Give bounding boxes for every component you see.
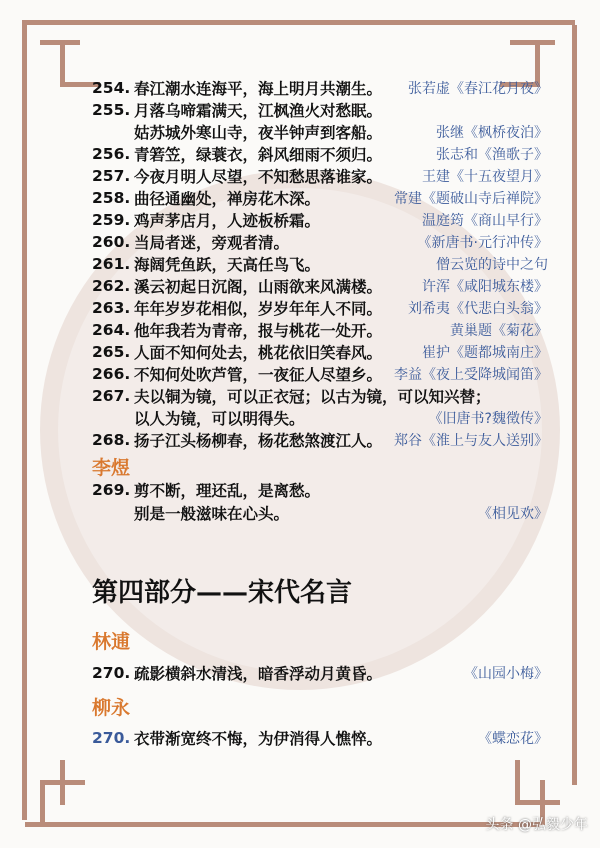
quote-text: 夫以铜为镜，可以正衣冠；以古为镜，可以知兴替； xyxy=(134,388,491,406)
quote-line xyxy=(92,363,548,385)
quote-line xyxy=(92,407,548,429)
quote-line xyxy=(92,253,548,275)
quote-source: 李益《夜上受降城闻笛》 xyxy=(394,367,548,383)
quote-source: 《相见欢》 xyxy=(478,506,548,522)
quote-source: 常建《题破山寺后禅院》 xyxy=(394,191,548,207)
quote-number: 265. xyxy=(92,343,131,361)
quote-line xyxy=(92,231,548,253)
quote-line xyxy=(92,429,548,451)
quote-source: 《旧唐书?魏徵传》 xyxy=(428,411,548,427)
quote-text: 不知何处吹芦管，一夜征人尽望乡。 xyxy=(134,366,383,384)
quote-text: 青箬笠，绿蓑衣，斜风细雨不须归。 xyxy=(134,146,383,164)
quote-line xyxy=(92,727,548,749)
quote-number: 259. xyxy=(92,211,131,229)
quote-source: 王建《十五夜望月》 xyxy=(422,169,548,185)
source-watermark: 头条 @弘毅少年 xyxy=(485,817,588,833)
quote-number: 256. xyxy=(92,145,131,163)
quote-source: 张继《枫桥夜泊》 xyxy=(436,125,548,141)
quote-text: 当局者迷，旁观者清。 xyxy=(134,234,290,252)
quote-source: 《蝶恋花》 xyxy=(478,731,548,747)
quote-source: 黄巢题《菊花》 xyxy=(450,323,548,339)
quote-number: 263. xyxy=(92,299,131,317)
quote-text: 姑苏城外寒山寺，夜半钟声到客船。 xyxy=(134,124,383,142)
quote-text: 衣带渐宽终不悔，为伊消得人憔悴。 xyxy=(134,730,383,748)
quote-number: 254. xyxy=(92,79,131,97)
quote-number: 266. xyxy=(92,365,131,383)
quote-source: 郑谷《淮上与友人送别》 xyxy=(394,433,548,449)
quote-number: 268. xyxy=(92,431,131,449)
quote-text: 剪不断，理还乱，是离愁。 xyxy=(134,482,321,500)
author-heading: 李煜 xyxy=(92,457,131,479)
quote-text: 年年岁岁花相似，岁岁年年人不同。 xyxy=(134,300,383,318)
quote-text: 鸡声茅店月，人迹板桥霜。 xyxy=(134,212,321,230)
quote-text: 以人为镜，可以明得失。 xyxy=(134,410,305,428)
quote-text: 今夜月明人尽望，不知愁思落谁家。 xyxy=(134,168,383,186)
quote-line xyxy=(92,319,548,341)
quote-text: 疏影横斜水清浅，暗香浮动月黄昏。 xyxy=(134,665,383,683)
section-title: 第四部分——宋代名言 xyxy=(92,578,353,608)
quote-line xyxy=(92,479,548,501)
quote-line xyxy=(92,275,548,297)
quote-number: 262. xyxy=(92,277,131,295)
author-heading: 林逋 xyxy=(92,631,131,653)
quote-line xyxy=(92,385,548,407)
quote-source: 温庭筠《商山早行》 xyxy=(422,213,548,229)
quote-number: 261. xyxy=(92,255,131,273)
quote-line xyxy=(92,165,548,187)
quote-line xyxy=(92,209,548,231)
quote-number: 260. xyxy=(92,233,131,251)
quote-line xyxy=(92,297,548,319)
quote-text: 溪云初起日沉阁，山雨欲来风满楼。 xyxy=(134,278,383,296)
quote-text: 春江潮水连海平，海上明月共潮生。 xyxy=(134,80,383,98)
quote-number: 258. xyxy=(92,189,131,207)
quote-source: 《新唐书·元行冲传》 xyxy=(417,235,548,251)
quote-source: 张若虚《春江花月夜》 xyxy=(408,81,548,97)
quote-text: 他年我若为青帝，报与桃花一处开。 xyxy=(134,322,383,340)
quote-number: 270. xyxy=(92,729,131,747)
quote-text: 海阔凭鱼跃，天高任鸟飞。 xyxy=(134,256,321,274)
author-heading: 柳永 xyxy=(92,697,131,719)
quote-line xyxy=(92,187,548,209)
quote-text: 人面不知何处去，桃花依旧笑春风。 xyxy=(134,344,383,362)
quote-source: 《山园小梅》 xyxy=(464,666,548,682)
quote-line xyxy=(92,143,548,165)
quote-source: 崔护《题都城南庄》 xyxy=(422,345,548,361)
quote-line xyxy=(92,502,548,524)
quote-text: 曲径通幽处，禅房花木深。 xyxy=(134,190,321,208)
quote-number: 257. xyxy=(92,167,131,185)
quote-source: 刘希夷《代悲白头翁》 xyxy=(408,301,548,317)
quote-source: 张志和《渔歌子》 xyxy=(436,147,548,163)
quote-line xyxy=(92,77,548,99)
quote-source: 许浑《咸阳城东楼》 xyxy=(422,279,548,295)
quote-text: 月落乌啼霜满天，江枫渔火对愁眠。 xyxy=(134,102,383,120)
quote-number: 264. xyxy=(92,321,131,339)
quote-line xyxy=(92,341,548,363)
quote-number: 269. xyxy=(92,481,131,499)
quote-line xyxy=(92,121,548,143)
quote-number: 267. xyxy=(92,387,131,405)
quote-number: 270. xyxy=(92,664,131,682)
quote-line xyxy=(92,99,548,121)
quote-line xyxy=(92,662,548,684)
quote-number: 255. xyxy=(92,101,131,119)
quote-source: 僧云览的诗中之句 xyxy=(436,257,548,273)
quote-text: 扬子江头杨柳春，杨花愁煞渡江人。 xyxy=(134,432,383,450)
quote-text: 别是一般滋味在心头。 xyxy=(134,505,290,523)
